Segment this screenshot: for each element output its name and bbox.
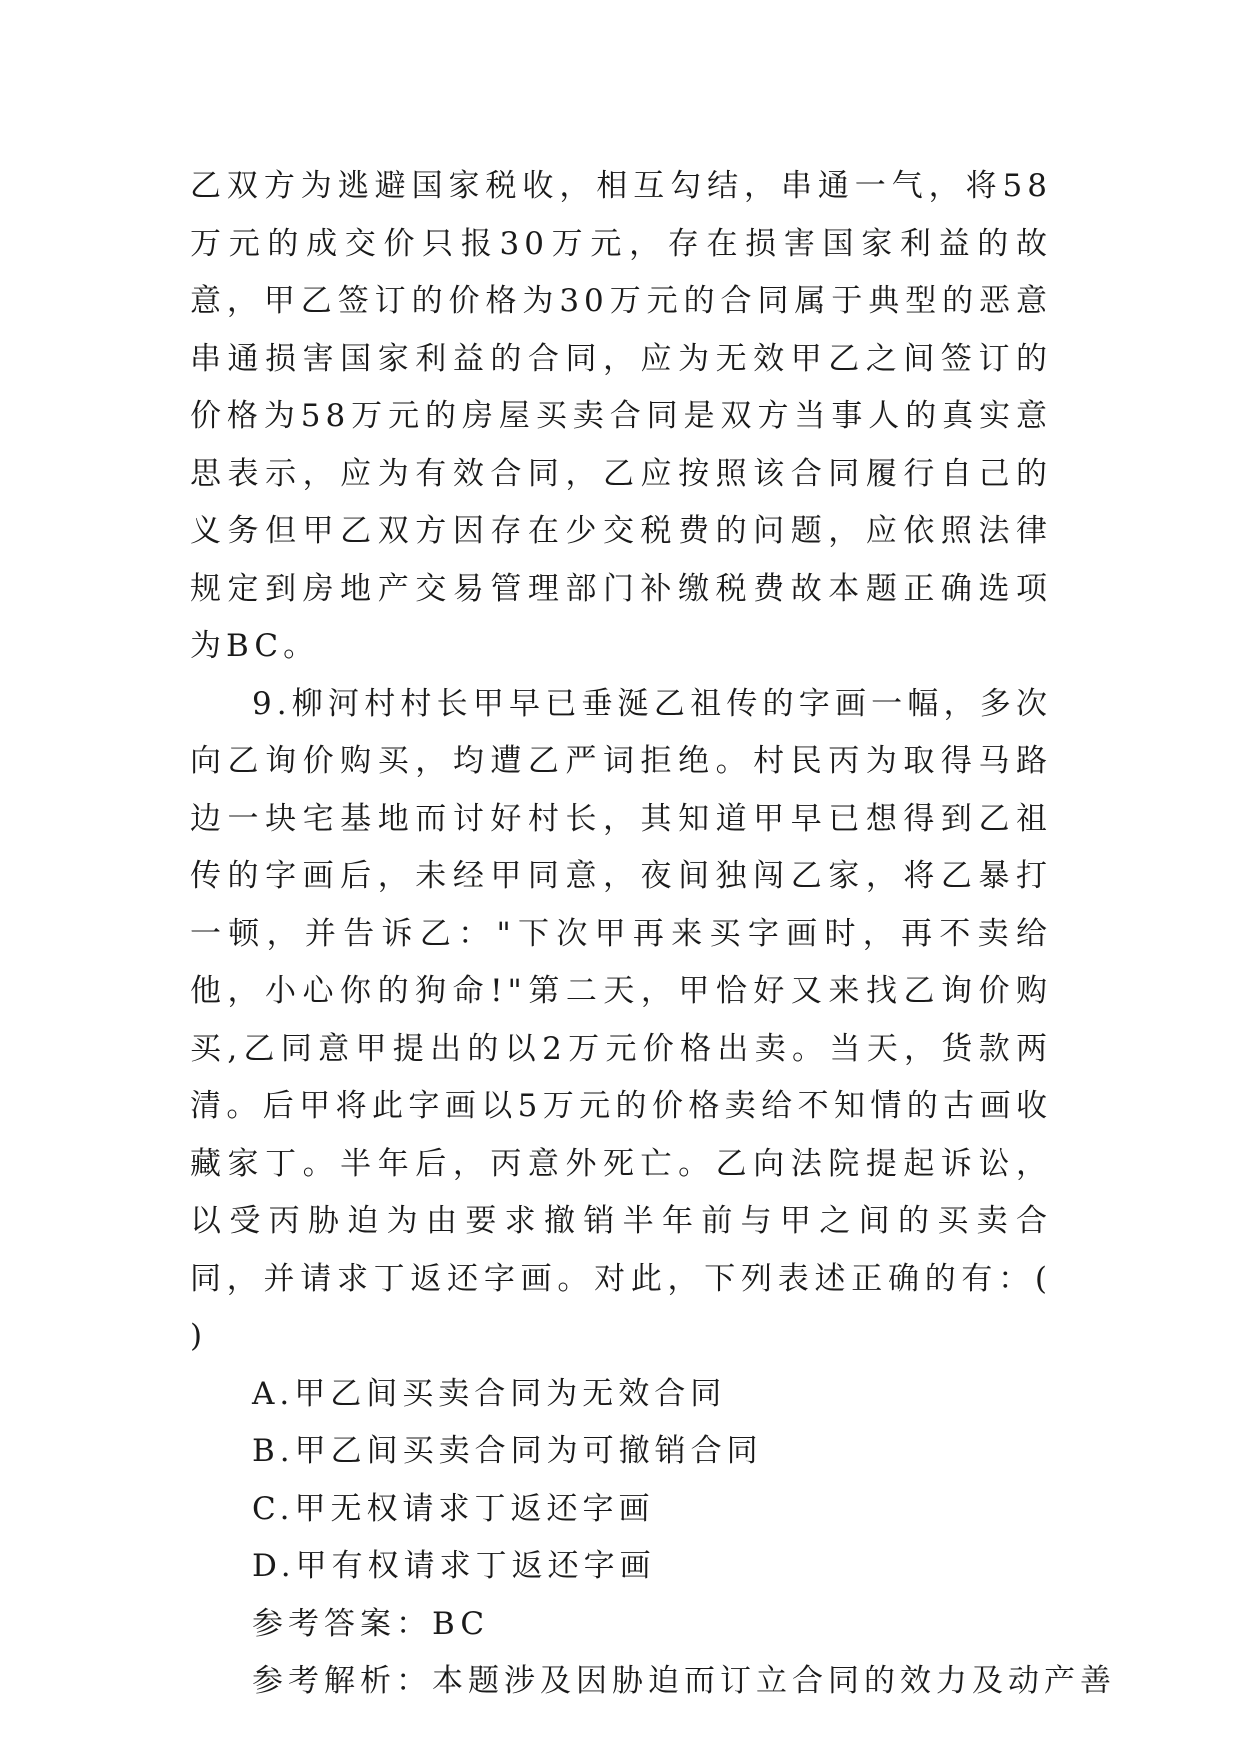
- reference-analysis: 参考解析：本题涉及因胁迫而订立合同的效力及动产善: [252, 1663, 1116, 1699]
- reference-answer: 参考答案：BC: [252, 1605, 490, 1642]
- option-a: A.甲乙间买卖合同为无效合同: [252, 1375, 727, 1412]
- document-body: [190, 158, 1116, 1711]
- option-b: B.甲乙间买卖合同为可撤销合同: [252, 1433, 763, 1469]
- option-c: C.甲无权请求丁返还字画: [252, 1490, 655, 1527]
- option-d: D.甲有权请求丁返还字画: [252, 1548, 656, 1584]
- previous-analysis-continued: 乙双方为逃避国家税收，相互勾结，串通一气，将58万元的成交价只报30万元，存在损害国家利益的故意，甲乙签订的价格为30万元的合同属于典型的恶意串通损害国家利益的合同，应为无效甲乙之间签订的价格为58万元的房屋买卖合同是双方当事人的真实意思表示，应为有效合同，乙应按照该合同履行自己的义务但甲乙双方因存在少交税费的问题，应依照法律规定到房地产交易管理部门补缴税费故本题正确选项为BC。: [190, 168, 1052, 664]
- question-9: 9.柳河村村长甲早已垂涎乙祖传的字画一幅，多次向乙询价购买，均遭乙严词拒绝。村民丙为取得马路边一块宅基地而讨好村长，其知道甲早已想得到乙祖传的字画后，未经甲同意，夜间独闯乙家，将乙暴打一顿，并告诉乙："下次甲再来买字画时，再不卖给他，小心你的狗命!"第二天，甲恰好又来找乙询价购买,乙同意甲提出的以2万元价格出卖。当天，货款两清。后甲将此字画以5万元的价格卖给不知情的古画收藏家丁。半年后，丙意外死亡。乙向法院提起诉讼，以受丙胁迫为由要求撤销半年前与甲之间的买卖合同，并请求丁返还字画。对此，下列表述正确的有：( ): [190, 685, 1052, 1354]
